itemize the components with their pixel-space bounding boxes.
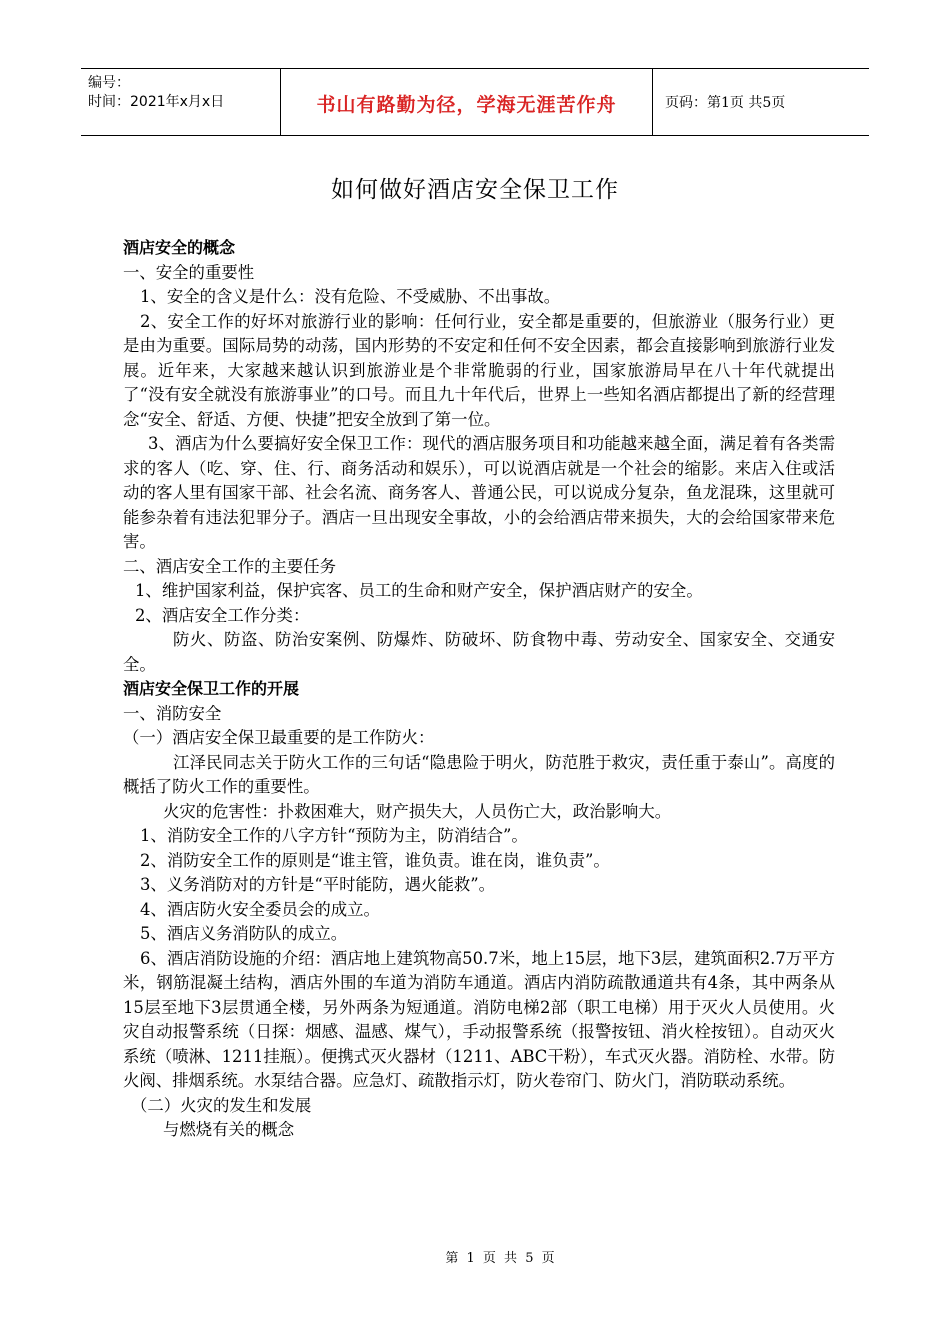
paragraph: 与燃烧有关的概念 — [163, 1120, 295, 1139]
subsection-heading: 二、酒店安全工作的主要任务 — [123, 556, 337, 576]
list-item: 3、义务消防对的方针是“平时能防，遇火能救”。 — [140, 875, 495, 894]
paragraph: 6、酒店消防设施的介绍：酒店地上建筑物高50.7米，地上15层，地下3层，建筑面积2.7万平方米，钢筋混凝土结构，酒店外围的车道为消防车通道。酒店内消防疏散通道共有4条，其中两条从15层至地下3层贯通全楼，另外两条为短通道。消防电梯2部（职工电梯）用于灭火人员使用。火灾自动报警系统（日探：烟感、温感、煤气），手动报警系统（报警按钮、消火栓按钮）。自动灭火系统（喷淋、1211挂瓶）。便携式灭火器材（1211、ABC干粉），车式灭火器。消防栓、水带。防火阀、排烟系统。水泵结合器。应急灯、疏散指示灯，防火卷帘门、防火门，消防联动系统。 — [123, 948, 835, 1090]
list-item: 4、酒店防火安全委员会的成立。 — [140, 899, 380, 919]
header-meta — [81, 69, 281, 135]
subsection-heading: 一、安全的重要性 — [123, 262, 255, 282]
list-item: 2、消防安全工作的原则是“谁主管，谁负责。谁在岗，谁负责”。 — [140, 850, 610, 870]
document-time-label: 时间：2021年x月x日 — [88, 94, 225, 110]
paragraph: 2、酒店安全工作分类： — [135, 605, 310, 625]
subsection-heading: 一、消防安全 — [123, 703, 222, 723]
list-item: 1、消防安全工作的八字方针“预防为主，防消结合”。 — [140, 826, 528, 845]
list-item: 5、酒店义务消防队的成立。 — [140, 924, 348, 943]
document-title: 如何做好酒店安全保卫工作 — [331, 177, 619, 203]
page-footer: 第 1 页 共 5 页 — [445, 1251, 555, 1266]
section-heading: 酒店安全的概念 — [123, 238, 236, 257]
paragraph: 江泽民同志关于防火工作的三句话“隐患险于明火，防范胜于救灾，责任重于泰山”。高度的概括了防火工作的重要性。 — [123, 752, 835, 796]
paragraph: 3、酒店为什么要搞好安全保卫工作：现代的酒店服务项目和功能越来越全面，满足着有各类需求的客人（吃、穿、住、行、商务活动和娱乐），可以说酒店就是一个社会的缩影。来店入住或活动的客人里有国家干部、社会名流、商务客人、普通公民，可以说成分复杂，鱼龙混珠，这里就可能参杂着有违法犯罪分子。酒店一旦出现安全事故，小的会给酒店带来损失，大的会给国家带来危害。 — [123, 434, 835, 551]
subsection-heading: （二）火灾的发生和发展 — [131, 1095, 312, 1115]
header-page-info: 页码：第1页 共5页 — [665, 95, 786, 111]
paragraph: 火灾的危害性：扑救困难大，财产损失大，人员伤亡大，政治影响大。 — [163, 801, 672, 821]
paragraph: 1、安全的含义是什么：没有危险、不受威胁、不出事故。 — [140, 287, 561, 306]
header-table — [81, 68, 869, 136]
paragraph: 2、安全工作的好坏对旅游行业的影响：任何行业，安全都是重要的，但旅游业（服务行业）更是由为重要。国际局势的动荡，国内形势的不安定和任何不安全因素，都会直接影响到旅游行业发展。近年来，大家越来越认识到旅游业是个非常脆弱的行业，国家旅游局早在八十年代就提出了“没有安全就没有旅游事业”的口号。而且九十年代后，世界上一些知名酒店都提出了新的经营理念“安全、舒适、方便、快捷”把安全放到了第一位。 — [123, 311, 835, 429]
document-number-label: 编号： — [88, 75, 130, 91]
header-motto: 书山有路勤为径，学海无涯苦作舟 — [281, 69, 653, 135]
paragraph: 1、维护国家利益，保护宾客、员工的生命和财产安全，保护酒店财产的安全。 — [135, 581, 703, 600]
subsection-heading: （一）酒店安全保卫最重要的是工作防火： — [123, 728, 435, 747]
paragraph: 防火、防盗、防治安案例、防爆炸、防破坏、防食物中毒、劳动安全、国家安全、交通安全。 — [123, 630, 835, 674]
document-body — [123, 236, 835, 1143]
section-heading: 酒店安全保卫工作的开展 — [123, 679, 300, 698]
